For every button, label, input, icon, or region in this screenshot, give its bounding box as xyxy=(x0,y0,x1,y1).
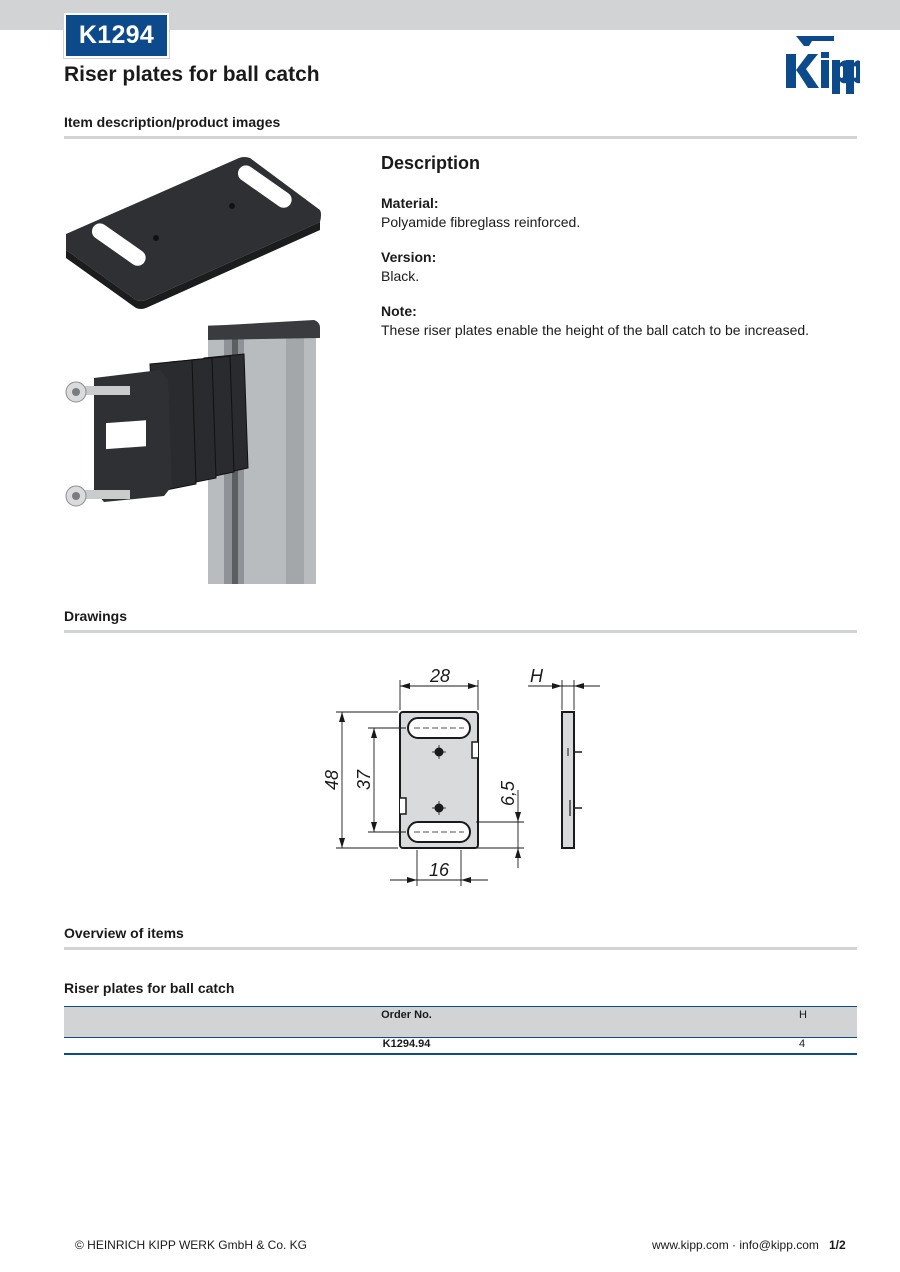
description-block xyxy=(381,153,857,356)
technical-drawing xyxy=(300,650,620,900)
section-item-description: Item description/product images xyxy=(64,114,857,139)
product-image xyxy=(64,150,324,584)
version-label: Version: xyxy=(381,249,437,265)
section-overview: Overview of items xyxy=(64,925,857,950)
table-title: Riser plates for ball catch xyxy=(64,980,235,996)
header-h: H xyxy=(749,1007,857,1038)
version-value: Black. xyxy=(381,268,420,284)
product-code-badge: K1294 xyxy=(64,13,169,58)
note-label: Note: xyxy=(381,303,417,319)
dim-slot-spacing-label: 37 xyxy=(354,769,374,790)
footer-contact[interactable]: www.kipp.com · info@kipp.com xyxy=(652,1238,819,1252)
kipp-logo xyxy=(782,36,860,94)
footer-page-number: 1/2 xyxy=(829,1238,846,1252)
material-label: Material: xyxy=(381,195,439,211)
description-heading: Description xyxy=(381,153,481,173)
table-header-row xyxy=(64,1007,857,1038)
dim-width-label: 28 xyxy=(430,666,451,686)
dim-bottom-label: 16 xyxy=(429,860,450,880)
section-drawings: Drawings xyxy=(64,608,857,633)
items-table xyxy=(64,1006,857,1055)
note-value: These riser plates enable the height of the ball catch to be increased. xyxy=(381,322,810,338)
header-order-no: Order No. xyxy=(64,1007,749,1038)
cell-order-no: K1294.94 xyxy=(64,1038,749,1054)
material-value: Polyamide fibreglass reinforced. xyxy=(381,214,581,230)
footer-copyright: © HEINRICH KIPP WERK GmbH & Co. KG xyxy=(75,1238,307,1252)
cell-h: 4 xyxy=(749,1038,857,1054)
table-row xyxy=(64,1038,857,1054)
dim-total-height-label: 48 xyxy=(322,769,342,790)
dim-offset-label: 6,5 xyxy=(498,780,518,806)
dim-thickness-label: H xyxy=(530,666,543,686)
page-title: Riser plates for ball catch xyxy=(64,63,320,86)
